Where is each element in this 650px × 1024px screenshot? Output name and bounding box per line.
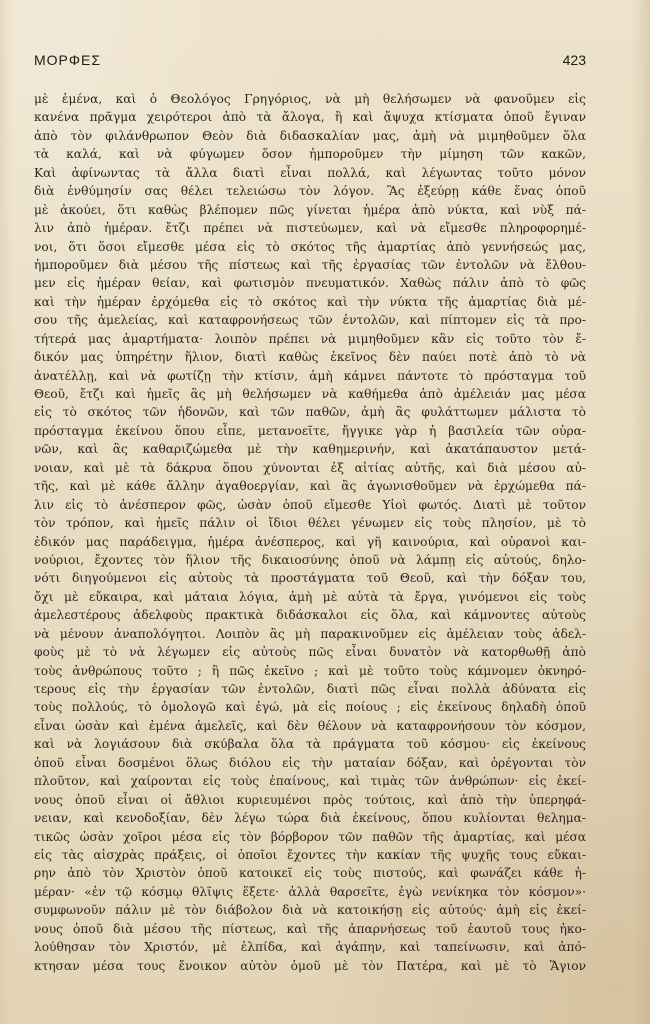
text-line: φοὺς μὲ τὸ νὰ λέγωμεν εἰς αὐτοὺς πῶς εἶναι δυνατὸν νὰ κατορθωθῇ ἀπὸ: [34, 645, 586, 660]
text-line: ἐδικόν μας παράδειγμα, ἡμέρα ἀνέσπερος, καὶ γῆ καινούρια, καὶ οὐρανοὶ και-: [34, 534, 586, 549]
text-line: νοιαν, καὶ μὲ τὰ δάκρυα ὅπου χύνονται ἐξ αἰτίας αὐτῆς, καὶ διὰ μέσου αὐ-: [34, 460, 586, 475]
text-line: τικῶς ὡσὰν χοῖροι μέσα εἰς τὸν βόρβορον τῶν παθῶν τῆς ἁμαρτίας, καὶ μέσα: [34, 829, 586, 844]
text-line: νους ὁποῦ εἶναι οἱ ἄθλιοι κυριευμένοι πρὸς τούτοις, καὶ ἀπὸ τὴν ὑπερηφά-: [34, 792, 586, 807]
text-line: ἀπὸ τὸν φιλάνθρωπον Θεὸν διὰ διδασκαλίαν μας, ἀμὴ νὰ μιμηθοῦμεν ὅλα: [34, 128, 586, 143]
text-line: κτησαν μέσα τους ἔνοικον αὐτὸν ὁμοῦ μὲ τὸν Πατέρα, καὶ μὲ τὸ Ἅγιον: [34, 958, 586, 973]
text-line: λιν εἰς τὸ ἀνέσπερον φῶς, ὡσὰν ὁποῦ εἴμεσθε Υἱοὶ φωτός. Διατὶ μὲ τοῦτον: [34, 497, 586, 512]
text-line: καὶ τὴν ἡμέραν ἐρχόμεθα εἰς τὸ σκότος καὶ τὴν νύκτα τῆς ἁμαρτίας διὰ μέ-: [34, 294, 586, 309]
text-line: εἰς τὰς αἰσχρὰς πράξεις, οἱ ὁποῖοι ἔχοντες τὴν κακίαν τῆς ψυχῆς τους εὔκαι-: [34, 847, 586, 862]
text-line: καὶ νὰ λογιάσουν διὰ σκύβαλα ὅλα τὰ πράγματα τοῦ κόσμου· εἰς ἐκείνους: [34, 737, 586, 752]
page-left-shade: [0, 0, 12, 1024]
text-line: λιν ἀπὸ ἡμέραν. ἔτζι πρέπει νὰ πιστεύωμεν, καὶ νὰ εἴμεσθε πληροφορημέ-: [34, 221, 586, 236]
header-title: ΜΟΡΦΕΣ: [34, 52, 102, 68]
running-header: [34, 52, 586, 72]
text-line: δικόν μας ὑπηρέτην ἥλιον, διατὶ καθὼς ἐκεῖνος δὲν παύει ποτὲ ἀπὸ τὸ νὰ: [34, 350, 586, 365]
text-line: τοὺς ἀνθρώπους τοῦτο ; ἢ πῶς ἐκεῖνο ; καὶ μὲ τοῦτο τοὺς κάμνομεν ὀκνηρό-: [34, 663, 586, 678]
text-line: νότι διηγούμενοι εἰς αὐτοὺς τὰ προστάγματα τοῦ Θεοῦ, καὶ τὴν δόξαν του,: [34, 571, 586, 586]
text-line: ρην ἀπὸ τὸν Χριστὸν ὁποῦ κατοικεῖ εἰς τοὺς πιστούς, καὶ φωνάζει κάθε ἡ-: [34, 866, 586, 881]
text-line: τὰ καλά, καὶ νὰ φύγωμεν ὅσον ἠμποροῦμεν τὴν μίμηση τῶν κακῶν,: [34, 147, 586, 162]
text-line: νούριοι, ἔχοντες τὸν ἥλιον τῆς δικαιοσύνης ὁποῦ νὰ λάμπῃ εἰς αὐτούς, δηλο-: [34, 552, 586, 567]
text-line: νους ὁποῦ διὰ μέσου τῆς πίστεως, καὶ τῆς ἀπαρνήσεως τοῦ ἑαυτοῦ τους ἠκο-: [34, 921, 586, 936]
text-line: ὁποῦ εἶναι δοσμένοι ὅλως διόλου εἰς τὴν ματαίαν δόξαν, καὶ ὀρέγονται τὸν: [34, 755, 586, 770]
page-edge-shade: [632, 0, 650, 1024]
text-line: Θεοῦ, ἔτζι καὶ ἡμεῖς ἂς μὴ θελήσωμεν νὰ καθήμεθα ἀπὸ ἀμέλειάν μας μέσα: [34, 387, 586, 401]
text-line: κανένα πρᾶγμα χειρότεροι ἀπὸ τὰ ἄλογα, ἢ καὶ ἄψυχα κτίσματα ὁποῦ ἔγιναν: [34, 110, 586, 125]
text-line: ἠμποροῦμεν διὰ μέσου τῆς πίστεως καὶ τῆς ἐργασίας τῶν ἐντολῶν νὰ ἔλθου-: [34, 257, 586, 272]
text-line: νὰ μένουν ἀναπολόγητοι. Λοιπὸν ἂς μὴ παρακινοῦμεν εἰς ἀμέλειαν τοὺς ἀδελ-: [34, 626, 586, 641]
text-line: διὰ ἐνθύμησίν σας θέλει τελειώσω τὸν λόγον. Ἂς ἐξεύρῃ κάθε ἕνας ὁποῦ: [34, 184, 586, 199]
text-line: νοι, ὅτι ὅσοι εἴμεσθε μέσα εἰς τὸ σκότος τῆς ἁμαρτίας ἀπὸ γεννήσεώς μας,: [34, 239, 586, 254]
text-line: Καὶ ἀφίνωντας τὰ ἄλλα διατὶ εἶναι πολλά, καὶ λέγωντας τοῦτο μόνον: [34, 165, 586, 180]
text-line: μὲ ἀκούει, ὅτι καθὼς βλέπομεν πῶς γίνεται ἡμέρα ἀπὸ νύκτα, καὶ νὺξ πά-: [34, 202, 586, 217]
text-line: συμφωνοῦν πάλιν μὲ τὸν διάβολον διὰ νὰ κατοικήσῃ εἰς αὐτούς· ἀμὴ εἰς ἐκεί-: [34, 903, 586, 918]
text-line: μέραν· «ἐν τῷ κόσμῳ θλῖψις ἕξετε· ἀλλὰ θαρσεῖτε, ἐγὼ νενίκηκα τὸν κόσμον»·: [34, 884, 586, 899]
text-line: τὸν τρόπον, καὶ ἡμεῖς πάλιν οἱ ἴδιοι θέλει γένωμεν εἰς τοὺς πλησίον, μὲ τὸ: [34, 516, 586, 531]
text-line: τοὺς πολλούς, τὸ ὁμολογῶ καὶ ἐγώ, μὰ εἰς ποίους ; εἰς ἐκείνους δηλαδὴ ὁποῦ: [34, 700, 586, 715]
text-line: ὄχι μὲ εὔκαιρα, καὶ μάταια λόγια, ἀμὴ μὲ αὐτὰ τὰ ἔργα, γινόμενοι εἰς τοὺς: [34, 589, 586, 604]
text-line: τήτερά μας ἁμαρτήματα· λοιπὸν πρέπει νὰ μιμηθοῦμεν κἂν εἰς τοῦτο τὸν ἔ-: [34, 331, 586, 346]
text-line: εἰς τὸ σκότος τῶν ἡδονῶν, καὶ τῶν παθῶν, ἀμὴ ἂς φυλάττωμεν μάλιστα τὸ: [34, 405, 586, 420]
text-line: νῶν, καὶ ἂς καθαριζώμεθα μὲ τὴν καθημερινήν, καὶ ἀκατάπαυστον μετά-: [34, 442, 586, 457]
text-line: σου τῆς ἀμελείας, καὶ καταφρονήσεως τῶν ἐντολῶν, καὶ πίπτομεν εἰς τὰ προ-: [34, 313, 586, 328]
text-line: ἀνατέλλῃ, καὶ νὰ φωτίζῃ τὴν κτίσιν, ἀμὴ κάμνει πάντοτε τὸ πρόσταγμα τοῦ: [34, 368, 586, 383]
text-line: λούθησαν τὸν Χριστόν, μὲ ἐλπίδα, καὶ ἀγάπην, καὶ ταπείνωσιν, καὶ ἀπό-: [34, 940, 586, 955]
text-line: πλοῦτον, καὶ χαίρονται εἰς τοὺς ἐπαίνους, καὶ τιμὰς τῶν ἀνθρώπων· εἰς ἐκεί-: [34, 774, 586, 789]
text-line: νειαν, καὶ κενοδοξίαν, δὲν λέγω τώρα διὰ ἐκείνους, ὅπου κυλίονται θελημα-: [34, 811, 586, 826]
text-line: εἶναι ὡσὰν καὶ ἐμένα ἀμελεῖς, καὶ δὲν θέλουν νὰ καταφρονήσουν τὸν κόσμον,: [34, 718, 586, 733]
text-line: μεν εἰς ἡμέραν θείαν, καὶ φωτισμὸν πνευματικόν. Χαθὼς πάλιν ἀπὸ τὸ φῶς: [34, 276, 586, 291]
body-text: [34, 90, 586, 975]
page-number: 423: [562, 52, 586, 68]
text-line: μὲ ἐμένα, καὶ ὁ Θεολόγος Γρηγόριος, νὰ μὴ θελήσωμεν νὰ φανοῦμεν εἰς: [34, 92, 586, 106]
text-line: πρόσταγμα ἐκείνου ὅπου εἶπε, μετανοεῖτε, ἤγγικε γὰρ ἡ βασιλεία τῶν οὐρα-: [34, 423, 586, 438]
text-line: τῆς, καὶ μὲ κάθε ἄλλην ἀγαθοεργίαν, καὶ ἂς ἀγωνισθοῦμεν νὰ ἐρχώμεθα πά-: [34, 479, 586, 494]
text-line: ἀμελεστέρους ἀδελφοὺς πρακτικὰ διδάσκαλοι εἰς ὅλα, καὶ κάμνοντες αὐτοὺς: [34, 608, 586, 623]
text-line: τερους εἰς τὴν ἐργασίαν τῶν ἐντολῶν, διατὶ πῶς εἶναι πολλὰ ἀδύνατα εἰς: [34, 682, 586, 696]
